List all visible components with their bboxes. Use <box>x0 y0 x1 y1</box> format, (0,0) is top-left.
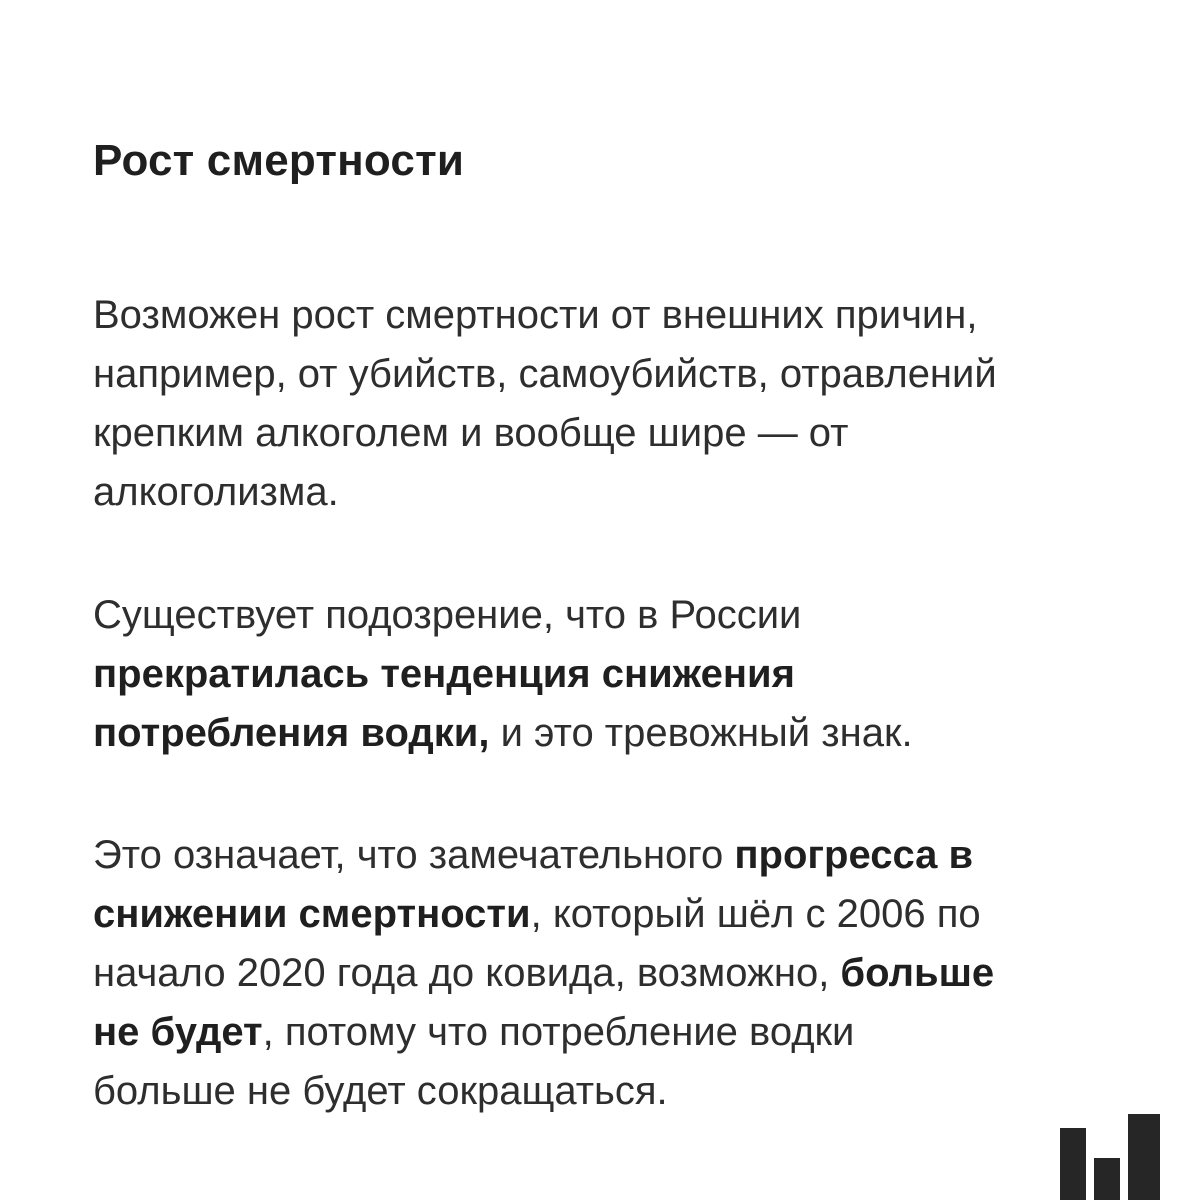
bold-phrase: прекратилась тенденция снижения <box>93 652 795 696</box>
bold-phrase: прогресса в <box>734 833 974 877</box>
bar-chart-logo-icon <box>1060 1114 1160 1200</box>
logo-bar <box>1128 1114 1160 1200</box>
paragraph-line: Существует подозрение, что в России <box>93 593 802 637</box>
paragraph-line <box>93 645 913 704</box>
page-title: Рост смертности <box>93 136 465 185</box>
paragraph-line: больше не будет сокращаться. <box>93 1069 668 1113</box>
paragraph-line: Возможен рост смертности от внешних причин, <box>93 293 978 337</box>
logo-bar <box>1094 1158 1120 1200</box>
text-fragment: , потому что потребление водки <box>262 1010 855 1054</box>
bold-phrase: потребления водки, <box>93 711 490 755</box>
logo-bar <box>1060 1128 1086 1200</box>
paragraph-line <box>93 885 994 944</box>
bold-phrase: больше <box>840 951 995 995</box>
paragraph-line: например, от убийств, самоубийств, отравлений <box>93 352 997 396</box>
paragraph-line: крепким алкоголем и вообще шире — от <box>93 411 849 455</box>
paragraph-line <box>93 826 994 885</box>
text-fragment: , который шёл с 2006 по <box>530 892 981 936</box>
text-fragment: и это тревожный знак. <box>489 711 913 755</box>
bold-phrase: снижении смертности <box>93 892 531 936</box>
paragraph-line <box>93 1003 994 1062</box>
text-fragment: начало 2020 года до ковида, возможно, <box>93 951 841 995</box>
bold-phrase: не будет <box>93 1010 263 1054</box>
paragraph-external-causes <box>93 286 997 522</box>
paragraph-line <box>93 704 913 763</box>
paragraph-line <box>93 944 994 1003</box>
text-fragment: Это означает, что замечательного <box>93 833 735 877</box>
paragraph-vodka-trend <box>93 586 913 763</box>
paragraph-line: алкоголизма. <box>93 470 339 514</box>
paragraph-mortality-progress <box>93 826 994 1121</box>
